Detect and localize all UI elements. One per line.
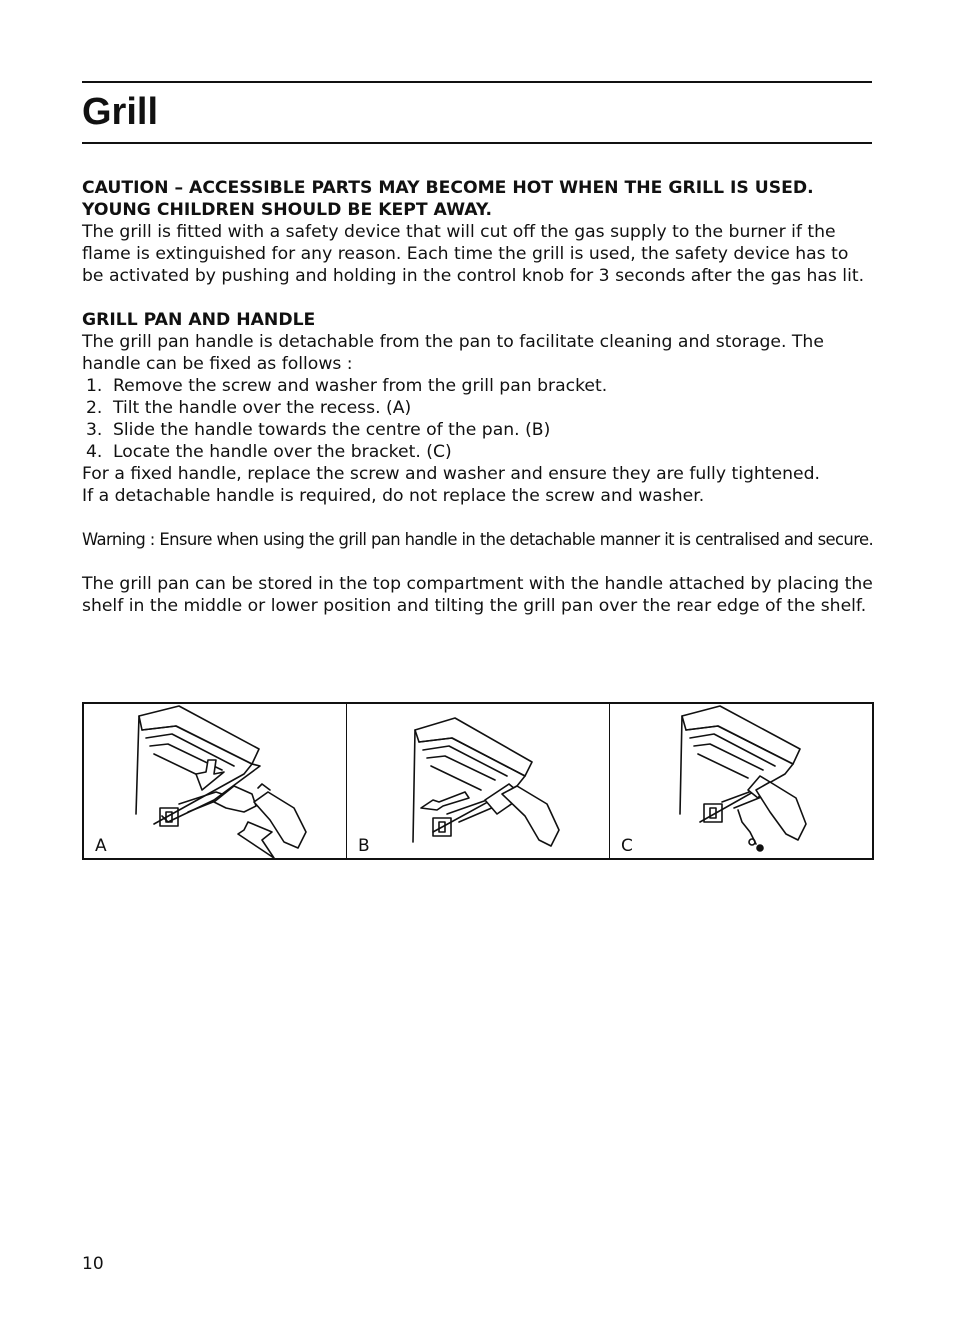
grill-pan-illustration-a (84, 704, 346, 858)
list-item (82, 375, 874, 397)
list-item (82, 419, 874, 441)
spacer (82, 551, 874, 573)
grill-pan-illustration-c (610, 704, 872, 858)
spacer (82, 507, 874, 529)
list-item (82, 397, 874, 419)
figure-panel-c (609, 704, 872, 858)
step-number: 1. (86, 376, 103, 396)
handle-steps-list (82, 375, 874, 463)
step-text: Remove the screw and washer from the grill pan bracket. (113, 376, 608, 396)
step-text: Slide the handle towards the centre of the pan. (B) (113, 420, 551, 440)
storage-note: The grill pan can be stored in the top compartment with the handle attached by placing the shelf in the middle or lower position and tilting the grill pan over the rear edge of the shelf. (82, 574, 873, 616)
handle-illustrations (82, 702, 874, 860)
step-number: 4. (86, 442, 103, 462)
step-number: 3. (86, 420, 103, 440)
figure-panel-b (346, 704, 609, 858)
page-title: Grill (82, 91, 159, 133)
caution-body: The grill is fitted with a safety device that will cut off the gas supply to the burner if the flame is extinguished for any reason. Each time the grill is used, the safety device has to be activated by pushing and holding in the control knob for 3 seconds after the gas has lit. (82, 222, 865, 286)
step-text: Locate the handle over the bracket. (C) (113, 442, 452, 462)
title-rule-top (82, 81, 872, 83)
figure-panel-a (84, 704, 346, 858)
pan-handle-heading: GRILL PAN AND HANDLE (82, 310, 316, 330)
list-item (82, 441, 874, 463)
caution-heading-line2: YOUNG CHILDREN SHOULD BE KEPT AWAY. (82, 200, 493, 220)
step-number: 2. (86, 398, 103, 418)
fixed-handle-note: For a fixed handle, replace the screw and washer and ensure they are fully tightened. (82, 464, 820, 484)
page-number: 10 (82, 1254, 104, 1274)
figure-label-c: C (621, 836, 633, 856)
caution-heading-line1: CAUTION – ACCESSIBLE PARTS MAY BECOME HOT WHEN THE GRILL IS USED. (82, 178, 814, 198)
figure-label-b: B (358, 836, 370, 856)
spacer (82, 287, 874, 309)
step-text: Tilt the handle over the recess. (A) (113, 398, 412, 418)
grill-pan-illustration-b (347, 704, 609, 858)
detachable-handle-note: If a detachable handle is required, do not replace the screw and washer. (82, 486, 705, 506)
figure-label-a: A (95, 836, 107, 856)
body-content (82, 177, 874, 617)
pan-handle-intro: The grill pan handle is detachable from the pan to facilitate cleaning and storage. The handle can be fixed as follows : (82, 332, 824, 374)
warning-note: Warning : Ensure when using the grill pan handle in the detachable manner it is centralised and secure. (82, 530, 874, 549)
title-rule-bottom (82, 142, 872, 144)
